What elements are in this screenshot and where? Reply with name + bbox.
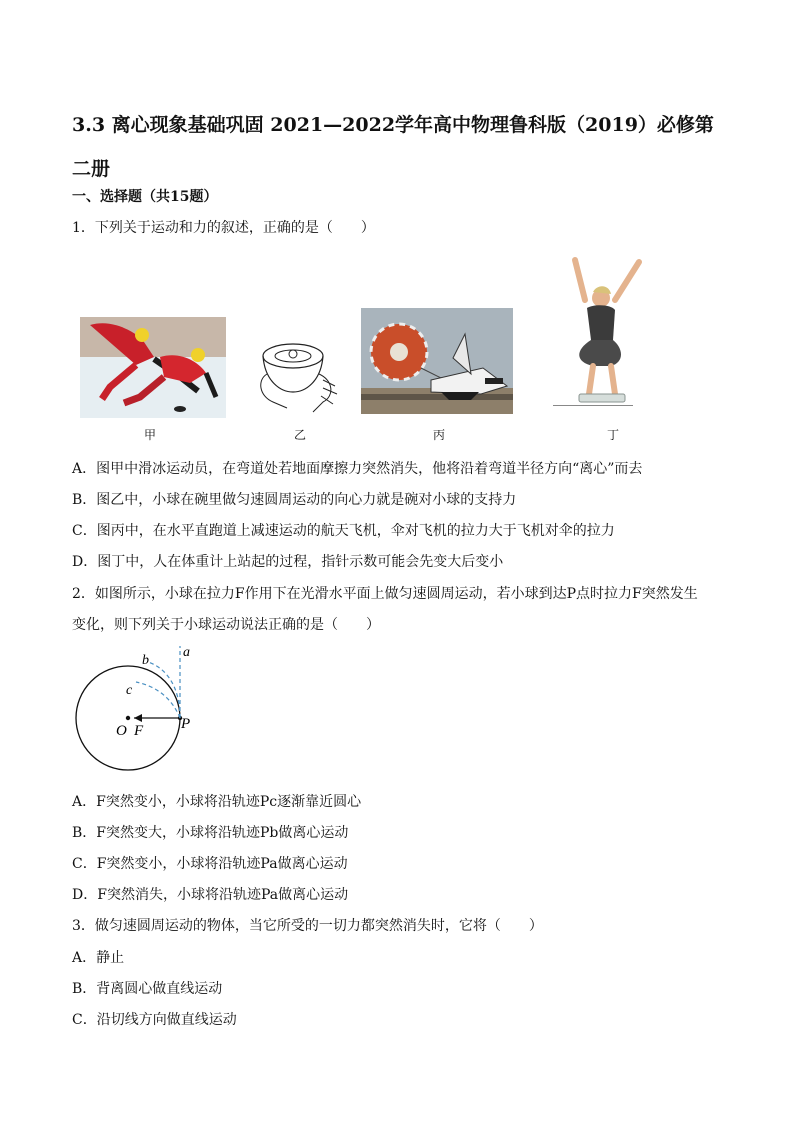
q2-stem-line2: 变化，则下列关于小球运动说法正确的是（ ） [72, 617, 380, 633]
floor-line [553, 405, 633, 406]
circular-motion-diagram [68, 640, 208, 774]
bowl-image [253, 330, 339, 416]
label-b: b [142, 653, 149, 668]
page-title: 3.3 离心现象基础巩固 2021—2022学年高中物理鲁科版（2019）必修第二册 [72, 114, 714, 180]
q1-option-c: C．图丙中，在水平直跑道上减速运动的航天飞机，伞对飞机的拉力大于飞机对伞的拉力 [72, 523, 615, 539]
label-c: c [126, 683, 133, 698]
q3-option-c: C．沿切线方向做直线运动 [72, 1012, 237, 1028]
q2-option-a: A．F突然变小，小球将沿轨迹Pc逐渐靠近圆心 [72, 794, 362, 810]
caption-yi: 乙 [293, 428, 306, 442]
q1-option-a: A．图甲中滑冰运动员，在弯道处若地面摩擦力突然消失，他将沿着弯道半径方向“离心”而去 [72, 461, 643, 477]
caption-jia: 甲 [143, 428, 156, 442]
label-p: P [181, 716, 191, 732]
shuttle-image [361, 308, 513, 414]
section-heading: 一、选择题（共15题） [72, 189, 218, 205]
label-o: O [116, 723, 127, 739]
caption-bing: 丙 [432, 428, 445, 442]
q3-stem: 3．做匀速圆周运动的物体，当它所受的一切力都突然消失时，它将（ ） [72, 918, 543, 934]
q3-option-a: A．静止 [72, 950, 125, 966]
q1-stem: 1．下列关于运动和力的叙述，正确的是（ ） [72, 220, 375, 236]
q2-option-b: B．F突然变大，小球将沿轨迹Pb做离心运动 [72, 825, 349, 841]
q2-option-c: C．F突然变小，小球将沿轨迹Pa做离心运动 [72, 856, 348, 872]
q2-stem-line1: 2．如图所示，小球在拉力F作用下在光滑水平面上做匀速圆周运动，若小球到达P点时拉力F突然发生 [72, 586, 698, 602]
q3-option-b: B．背离圆心做直线运动 [72, 981, 223, 997]
q1-option-b: B．图乙中，小球在碗里做匀速圆周运动的向心力就是碗对小球的支持力 [72, 492, 517, 508]
scale-woman-image [553, 254, 645, 410]
caption-ding: 丁 [606, 428, 619, 442]
label-f: F [134, 723, 144, 739]
skaters-image [80, 317, 226, 418]
q1-option-d: D．图丁中，人在体重计上站起的过程，指针示数可能会先变大后变小 [72, 554, 504, 570]
label-a: a [183, 645, 190, 660]
q2-option-d: D．F突然消失，小球将沿轨迹Pa做离心运动 [72, 887, 349, 903]
